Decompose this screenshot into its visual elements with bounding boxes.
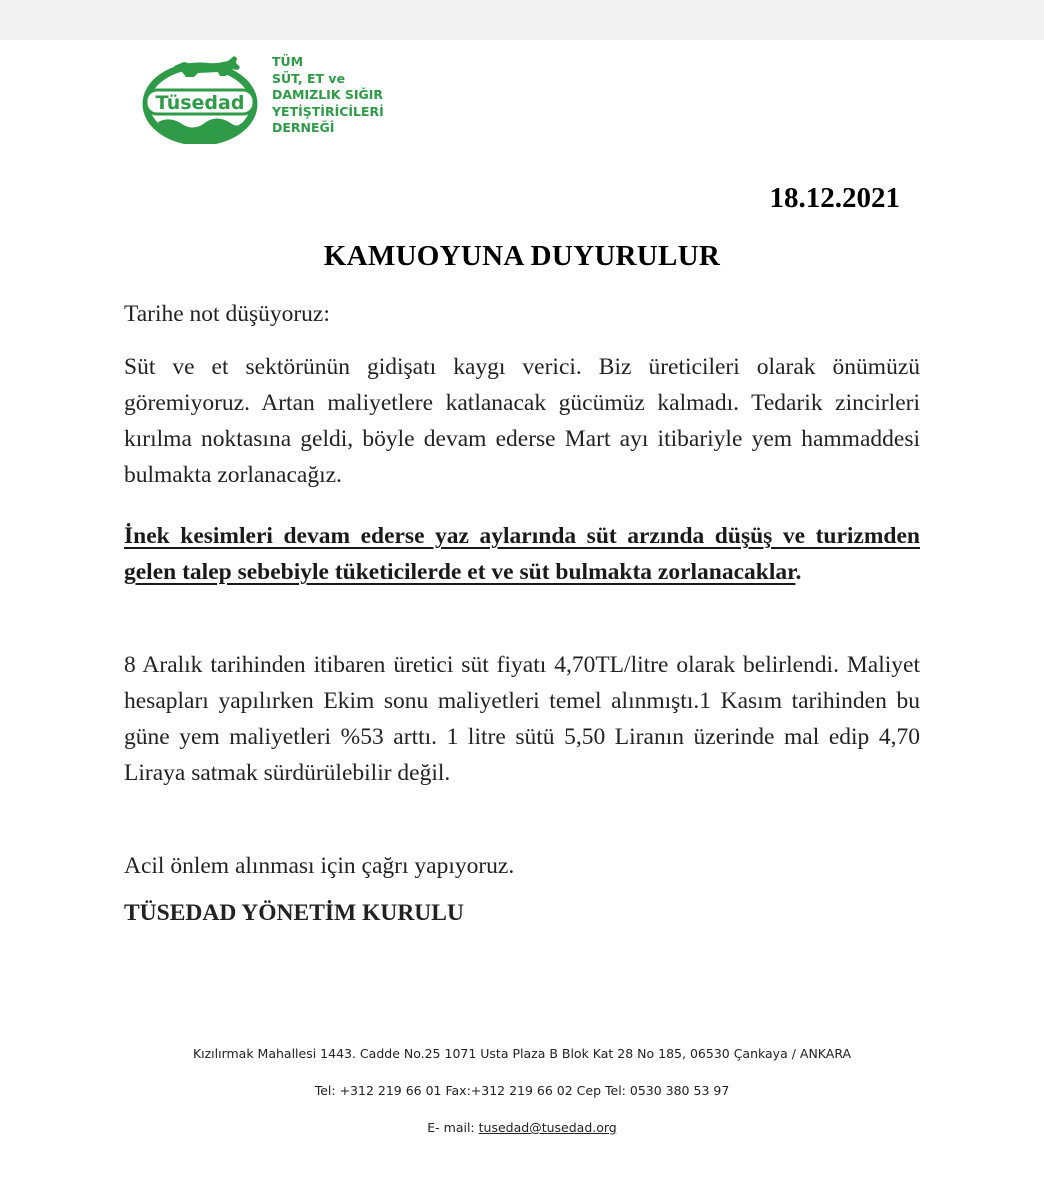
footer-email xyxy=(0,1120,1044,1135)
org-name-line: DERNEĞİ xyxy=(272,120,335,135)
tusedad-logo-icon xyxy=(140,52,260,144)
document-date: 18.12.2021 xyxy=(769,182,900,214)
paragraph-4: Acil önlem alınması için çağrı yapıyoruz. xyxy=(124,853,515,879)
org-name-line: TÜM xyxy=(272,54,304,69)
footer-phones: Tel: +312 219 66 01 Fax:+312 219 66 02 Cep Tel: 0530 380 53 97 xyxy=(314,1083,730,1098)
organization-name xyxy=(272,54,384,137)
logo-wordmark: Tüsedad xyxy=(155,92,245,114)
org-name-line: YETİŞTİRİCİLERİ xyxy=(272,103,384,119)
org-name-line: DAMIZLIK SIĞIR xyxy=(272,87,384,102)
page-title: KAMUOYUNA DUYURULUR xyxy=(323,240,721,272)
signature: TÜSEDAD YÖNETİM KURULU xyxy=(124,900,464,926)
intro-text: Tarihe not düşüyoruz: xyxy=(124,301,330,327)
footer-address: Kızılırmak Mahallesi 1443. Cadde No.25 1071 Usta Plaza B Blok Kat 28 No 185, 06530 Çankaya / ANKARA xyxy=(192,1046,852,1061)
paragraph-1: Süt ve et sektörünün gidişatı kaygı verici. Biz üreticileri olarak önümüzü göremiyoruz. Artan maliyetlere katlanacak gücümüz kalmadı. Tedarik zincirleri kırılma noktasına geldi, böyle devam ederse Mart ayı itibariyle yem hammaddesi bulmakta zorlanacağız. xyxy=(124,354,920,488)
email-link[interactable]: tusedad@tusedad.org xyxy=(478,1120,617,1135)
paragraph-2-tail: . xyxy=(795,559,802,585)
paragraph-2-underlined: İnek kesimleri devam ederse yaz aylarında süt arzında düşüş ve turizmden gelen talep sebebiyle tüketicilerde et ve süt bulmakta zorlanacaklar xyxy=(124,523,920,585)
paragraph-3: 8 Aralık tarihinden itibaren üretici süt fiyatı 4,70TL/litre olarak belirlendi. Maliyet hesapları yapılırken Ekim sonu maliyetleri temel alınmıştı.1 Kasım tarihinden bu güne yem maliyetleri %53 arttı. 1 litre sütü 5,50 Liranın üzerinde mal edip 4,70 Liraya satmak sürdürülebilir değil. xyxy=(124,652,920,786)
document-page xyxy=(0,40,1044,1200)
org-name-line: SÜT, ET ve xyxy=(272,70,346,86)
paragraph-2 xyxy=(124,518,920,590)
email-label: E- mail: xyxy=(427,1120,475,1135)
